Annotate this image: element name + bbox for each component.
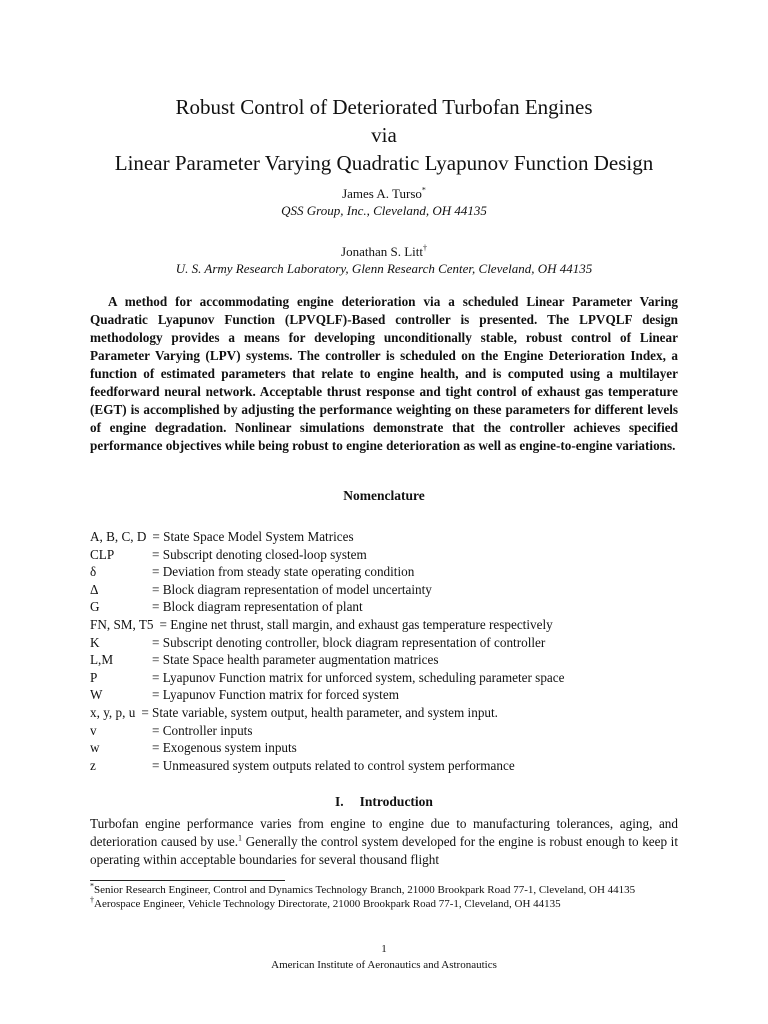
nomenclature-symbol: z <box>90 757 96 773</box>
paper-title <box>0 93 768 177</box>
abstract: A method for accommodating engine deterioration via a scheduled Linear Parameter Varing Quadratic Lyapunov Function (LPVQLF)-Based controller is presented. The LPVQLF design methodology provides a means for developing unconditionally stable, robust control of Linear Parameter Varying (LPV) systems. The controller is scheduled on the Engine Deterioration Index, a function of estimated parameters that relate to engine health, and is computed using a multilayer feedforward neural network. Acceptable thrust response and tight control of exhaust gas temperature (EGT) is accomplished by adjusting the performance weighting on these parameters for different levels of engine degradation. Nonlinear simulations demonstrate that the controller achieves specified performance objectives while being robust to engine deterioration as well as engine-to-engine variations. <box>90 294 678 453</box>
nomenclature-symbol: x, y, p, u <box>90 704 136 720</box>
nomenclature-symbol: P <box>90 669 98 685</box>
nomenclature-symbol: Δ <box>90 581 99 597</box>
page-footer <box>0 941 768 973</box>
nomenclature-symbol: δ <box>90 564 97 580</box>
section-heading-introduction <box>0 794 768 810</box>
nomenclature-symbol: G <box>90 599 100 615</box>
nomenclature-entry <box>90 739 690 757</box>
nomenclature-list <box>90 528 690 774</box>
nomenclature-definition: = Exogenous system inputs <box>152 740 297 756</box>
nomenclature-symbol: L,M <box>90 652 114 668</box>
author-1-name: James A. Turso <box>342 186 422 201</box>
nomenclature-definition: = Lyapunov Function matrix for unforced system, scheduling parameter space <box>152 669 565 685</box>
footnote-divider <box>90 880 285 881</box>
nomenclature-entry <box>90 563 690 581</box>
nomenclature-definition: = Deviation from steady state operating condition <box>152 564 415 580</box>
nomenclature-definition: = State Space health parameter augmentation matrices <box>152 652 439 668</box>
nomenclature-definition: = Controller inputs <box>152 722 253 738</box>
nomenclature-entry <box>90 581 690 599</box>
nomenclature-entry <box>90 722 690 740</box>
nomenclature-definition: = Block diagram representation of model uncertainty <box>152 581 432 597</box>
introduction-paragraph: Turbofan engine performance varies from engine to engine due to manufacturing tolerances, aging, and deterioration caused by use.$^1$ Generally the control system developed for the engine is robust enough to keep it operating within acceptable boundaries for several thousand flight <box>90 816 678 867</box>
nomenclature-symbol: W <box>90 687 103 703</box>
footnote-2: †Aerospace Engineer, Vehicle Technology Directorate, 21000 Brookpark Road 77-1, Cleveland, OH 44135 <box>90 894 561 910</box>
nomenclature-definition: = State variable, system output, health parameter, and system input. <box>141 704 498 720</box>
footnotes <box>90 881 678 911</box>
nomenclature-symbol: CLP <box>90 546 115 562</box>
nomenclature-entry <box>90 757 690 775</box>
nomenclature-entry <box>90 669 690 687</box>
nomenclature-symbol: K <box>90 634 100 650</box>
nomenclature-definition: = Subscript denoting closed-loop system <box>152 546 367 562</box>
author-2-affiliation: U. S. Army Research Laboratory, Glenn Research Center, Cleveland, OH 44135 <box>175 261 593 276</box>
nomenclature-entry <box>90 616 690 634</box>
nomenclature-definition: = Block diagram representation of plant <box>152 599 363 615</box>
author-2-name: Jonathan S. Litt <box>341 244 423 259</box>
nomenclature-definition: = Engine net thrust, stall margin, and exhaust gas temperature respectively <box>159 616 553 632</box>
title-line-2: via <box>371 123 397 147</box>
nomenclature-definition: = Unmeasured system outputs related to control system performance <box>152 757 515 773</box>
nomenclature-entry <box>90 528 690 546</box>
nomenclature-symbol: v <box>90 722 97 738</box>
section-number: I. <box>335 794 344 809</box>
section-title: Introduction <box>359 794 433 809</box>
author-1-affiliation: QSS Group, Inc., Cleveland, OH 44135 <box>281 203 487 218</box>
nomenclature-symbol: w <box>90 740 100 756</box>
nomenclature-entry <box>90 634 690 652</box>
footnote-1: *Senior Research Engineer, Control and Dynamics Technology Branch, 21000 Brookpark Road 77-1, Cleveland, OH 44135 <box>90 881 636 896</box>
author-1 <box>0 185 768 202</box>
author-block <box>0 185 768 277</box>
author-1-mark: * <box>421 185 426 195</box>
author-2 <box>0 243 768 260</box>
citation-ref: 1 <box>238 833 243 843</box>
page-number: 1 <box>381 943 387 955</box>
nomenclature-symbol: FN, SM, T5 <box>90 616 154 632</box>
organization: American Institute of Aeronautics and Astronautics <box>271 959 497 971</box>
author-2-mark: † <box>422 243 427 253</box>
nomenclature-definition: = State Space Model System Matrices <box>152 529 354 544</box>
nomenclature-entry <box>90 704 690 722</box>
nomenclature-entry <box>90 686 690 704</box>
nomenclature-definition: = Subscript denoting controller, block diagram representation of controller <box>152 634 546 650</box>
nomenclature-entry <box>90 651 690 669</box>
nomenclature-symbol: A, B, C, D <box>90 529 147 544</box>
nomenclature-heading: Nomenclature <box>343 488 425 503</box>
nomenclature-entry <box>90 546 690 564</box>
nomenclature-definition: = Lyapunov Function matrix for forced system <box>152 687 399 703</box>
title-line-1: Robust Control of Deteriorated Turbofan Engines <box>175 95 593 119</box>
nomenclature-entry <box>90 598 690 616</box>
title-line-3: Linear Parameter Varying Quadratic Lyapunov Function Design <box>114 151 654 175</box>
